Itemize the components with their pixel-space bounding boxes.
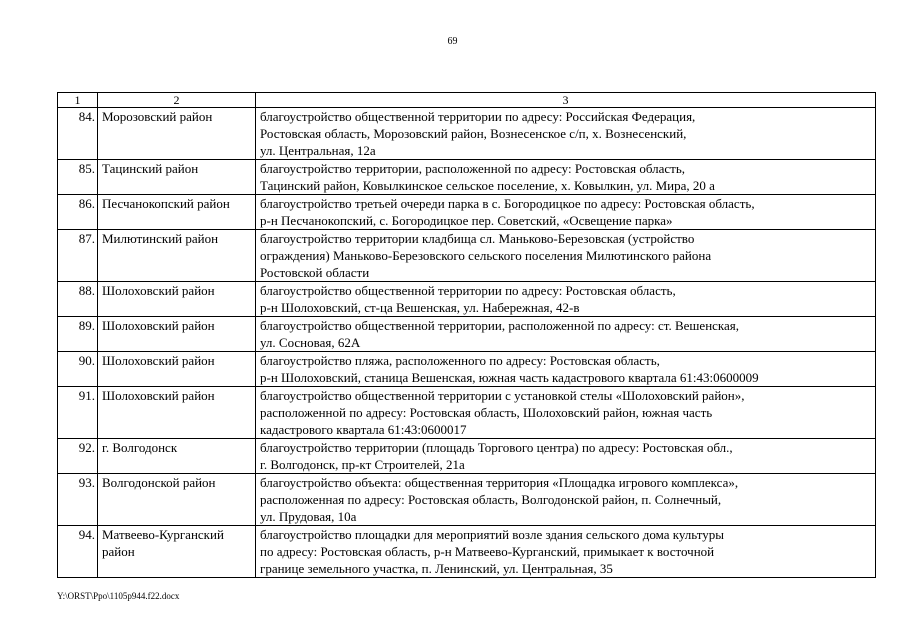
description-line: расположенная по адресу: Ростовская область, Волгодонской район, п. Солнечный, [260,492,722,507]
table-row [58,526,876,578]
row-number: 92. [58,439,98,474]
district-cell [98,387,256,439]
description-line: Ростовская область, Морозовский район, Вознесенское с/п, х. Вознесенский, [260,126,687,141]
description-line: по адресу: Ростовская область, р-н Матвеево-Курганский, примыкает к восточной [260,544,715,559]
description-line: благоустройство третьей очереди парка в с. Богородицкое по адресу: Ростовская область, [260,196,755,211]
description-line: благоустройство общественной территории, расположенной по адресу: ст. Вешенская, [260,318,740,333]
district-line: район [102,544,135,559]
district-line: Тацинский район [102,161,199,176]
description-line: ул. Центральная, 12а [260,143,376,158]
description-line: благоустройство общественной территории по адресу: Российская Федерация, [260,109,696,124]
table-header-row [58,93,876,108]
description-line: благоустройство территории (площадь Торгового центра) по адресу: Ростовская обл., [260,440,733,455]
row-number: 85. [58,160,98,195]
row-number: 88. [58,282,98,317]
district-cell [98,282,256,317]
district-cell [98,526,256,578]
district-line: Волгодонской район [102,475,216,490]
description-line: Ростовской области [260,265,370,280]
district-line: Шолоховский район [102,353,215,368]
description-line: благоустройство территории кладбища сл. Маньково-Березовская (устройство [260,231,695,246]
table-row [58,317,876,352]
header-col-2: 2 [98,93,256,108]
row-number: 93. [58,474,98,526]
description-line: ул. Прудовая, 10а [260,509,357,524]
district-cell [98,474,256,526]
row-number: 89. [58,317,98,352]
description-line: ограждения) Маньково-Березовского сельского поселения Милютинского района [260,248,712,263]
table-row [58,387,876,439]
description-line: благоустройство площадки для мероприятий возле здания сельского дома культуры [260,527,724,542]
table-row [58,282,876,317]
row-number: 91. [58,387,98,439]
header-col-3: 3 [256,93,876,108]
row-number: 86. [58,195,98,230]
table-row [58,230,876,282]
table-row [58,160,876,195]
description-cell [256,230,876,282]
projects-table [57,92,876,578]
row-number: 84. [58,108,98,160]
district-line: г. Волгодонск [102,440,178,455]
description-line: кадастрового квартала 61:43:0600017 [260,422,467,437]
district-cell [98,439,256,474]
description-line: благоустройство общественной территории с установкой стелы «Шолоховский район», [260,388,745,403]
description-line: благоустройство объекта: общественная территория «Площадка игрового комплекса», [260,475,739,490]
district-cell [98,195,256,230]
district-line: Шолоховский район [102,318,215,333]
district-cell [98,108,256,160]
description-cell [256,108,876,160]
description-line: благоустройство пляжа, расположенного по адресу: Ростовская область, [260,353,660,368]
description-cell [256,160,876,195]
page-number: 69 [447,36,458,47]
description-line: р-н Песчанокопский, с. Богородицкое пер. Советский, «Освещение парка» [260,213,673,228]
district-line: Матвеево-Курганский [102,527,224,542]
description-line: границе земельного участка, п. Ленинский, ул. Центральная, 35 [260,561,613,576]
description-cell [256,387,876,439]
row-number: 90. [58,352,98,387]
table-row [58,108,876,160]
description-cell [256,317,876,352]
district-line: Милютинский район [102,231,219,246]
table-row [58,474,876,526]
description-line: расположенной по адресу: Ростовская область, Шолоховский район, южная часть [260,405,713,420]
district-line: Песчанокопский район [102,196,230,211]
header-col-1: 1 [58,93,98,108]
description-cell [256,474,876,526]
district-cell [98,352,256,387]
description-line: благоустройство общественной территории по адресу: Ростовская область, [260,283,676,298]
district-cell [98,160,256,195]
district-line: Шолоховский район [102,388,215,403]
district-cell [98,230,256,282]
district-line: Шолоховский район [102,283,215,298]
description-line: благоустройство территории, расположенной по адресу: Ростовская область, [260,161,686,176]
description-line: г. Волгодонск, пр-кт Строителей, 21а [260,457,465,472]
description-line: р-н Шолоховский, станица Вешенская, южная часть кадастрового квартала 61:43:0600009 [260,370,759,385]
description-cell [256,282,876,317]
description-cell [256,439,876,474]
district-cell [98,317,256,352]
description-cell [256,195,876,230]
footer-file-path: Y:\ORST\Ppo\1105p944.f22.docx [57,591,180,601]
description-cell [256,352,876,387]
row-number: 94. [58,526,98,578]
table-row [58,439,876,474]
district-line: Морозовский район [102,109,213,124]
description-line: ул. Сосновая, 62А [260,335,361,350]
table-row [58,352,876,387]
row-number: 87. [58,230,98,282]
description-line: Тацинский район, Ковылкинское сельское поселение, х. Ковылкин, ул. Мира, 20 а [260,178,715,193]
description-cell [256,526,876,578]
description-line: р-н Шолоховский, ст-ца Вешенская, ул. Набережная, 42-в [260,300,580,315]
table-row [58,195,876,230]
